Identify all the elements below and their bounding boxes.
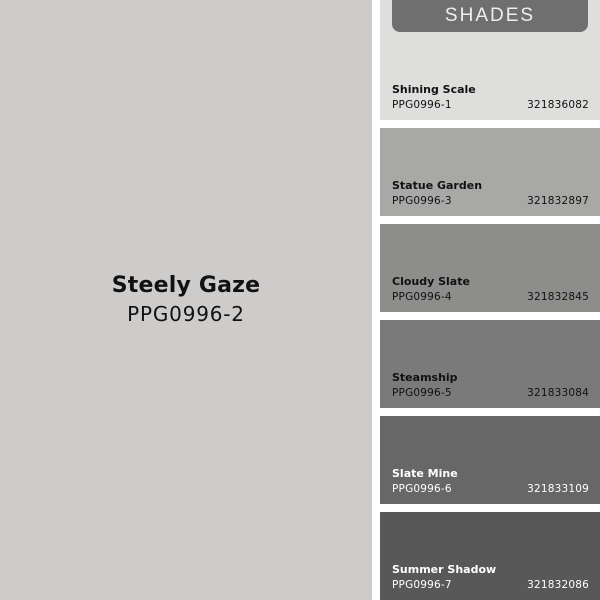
shade-swatch-steamship[interactable] [380, 320, 600, 408]
shade-meta-row [392, 100, 589, 112]
shade-name: Summer Shadow [392, 562, 497, 576]
shade-name: Slate Mine [392, 466, 458, 480]
shades-title: SHADES [444, 5, 536, 26]
shade-number: 321832086 [527, 579, 589, 592]
shade-swatch-statue-garden[interactable] [380, 128, 600, 216]
shades-tab [392, 0, 588, 32]
shade-swatch-shining-scale[interactable] [380, 0, 600, 120]
shades-column [380, 0, 600, 600]
shade-meta-row [392, 292, 589, 304]
shade-name: Shining Scale [392, 82, 476, 96]
shade-meta-row [392, 580, 589, 592]
shade-info [392, 564, 589, 592]
shade-info [392, 180, 589, 208]
shade-meta-row [392, 484, 589, 496]
shade-code: PPG0996-3 [392, 195, 452, 208]
shade-swatch-summer-shadow[interactable] [380, 512, 600, 600]
shade-swatch-slate-mine[interactable] [380, 416, 600, 504]
main-color-code: PPG0996-2 [127, 301, 245, 326]
shade-number: 321833109 [527, 483, 589, 496]
shade-name: Statue Garden [392, 178, 483, 192]
shade-number: 321833084 [527, 387, 589, 400]
shade-number: 321832845 [527, 291, 589, 304]
main-color-name: Steely Gaze [111, 273, 261, 299]
shade-code: PPG0996-4 [392, 291, 452, 304]
shade-info [392, 84, 589, 112]
shade-meta-row [392, 196, 589, 208]
shade-name: Steamship [392, 370, 458, 384]
shade-meta-row [392, 388, 589, 400]
shade-number: 321836082 [527, 99, 589, 112]
shade-swatch-cloudy-slate[interactable] [380, 224, 600, 312]
shade-name: Cloudy Slate [392, 274, 470, 288]
shade-info [392, 468, 589, 496]
shade-info [392, 276, 589, 304]
shade-code: PPG0996-6 [392, 483, 452, 496]
shade-info [392, 372, 589, 400]
shade-code: PPG0996-5 [392, 387, 452, 400]
shade-code: PPG0996-7 [392, 579, 452, 592]
shade-number: 321832897 [527, 195, 589, 208]
shade-code: PPG0996-1 [392, 99, 452, 112]
